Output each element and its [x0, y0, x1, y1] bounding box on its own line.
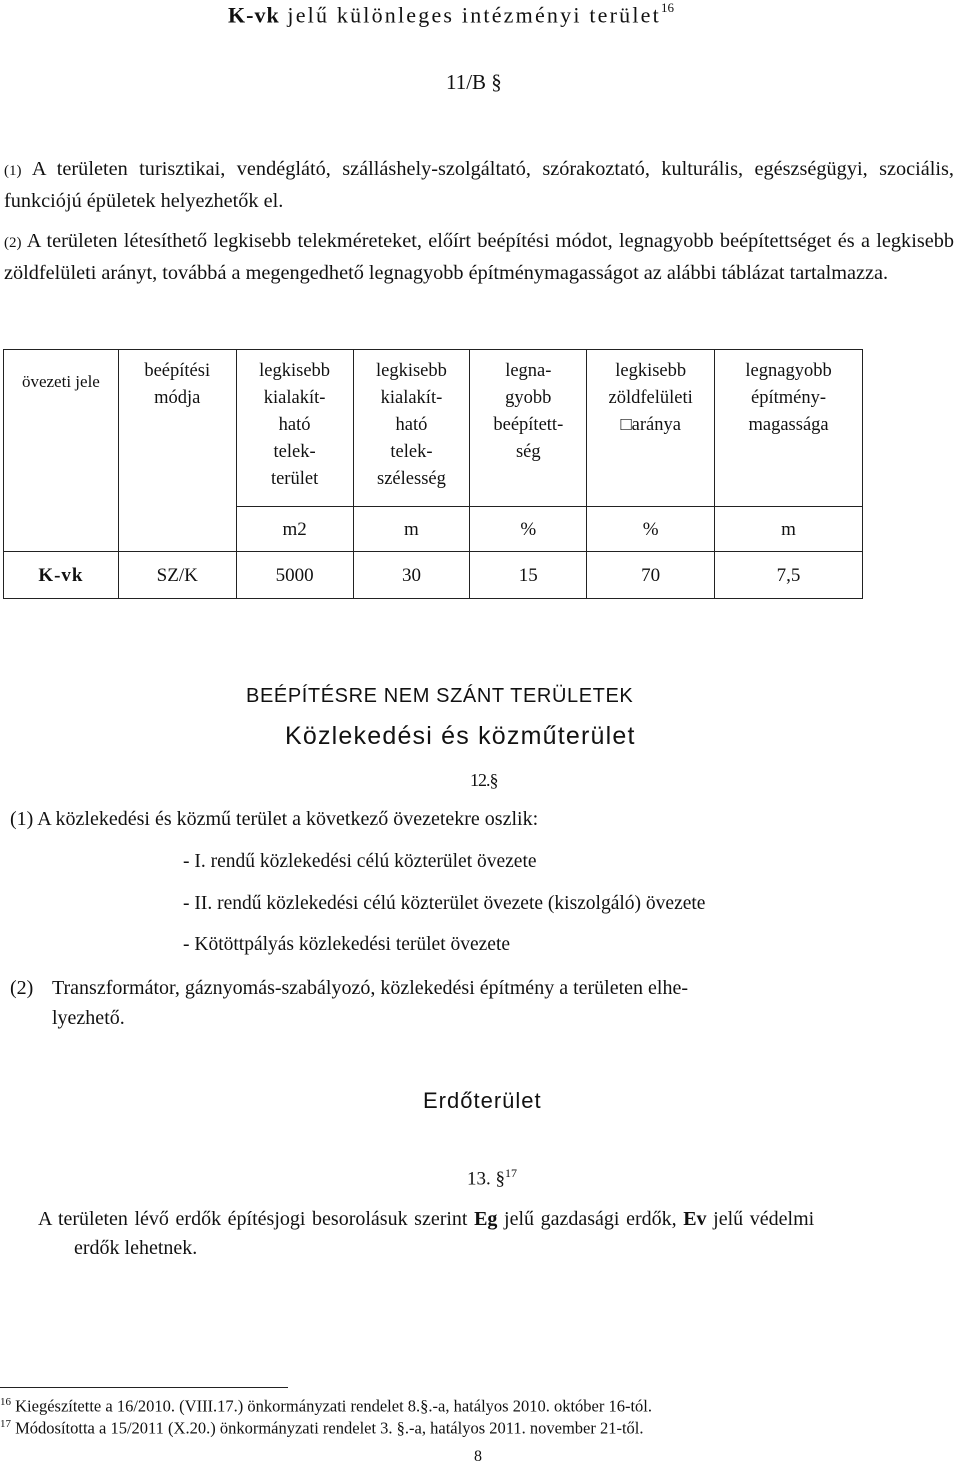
section-heading: Erdőterület [423, 1088, 542, 1113]
paragraph-1-number: (1) [4, 163, 22, 179]
unit-cell: m [353, 507, 470, 552]
section-number: 11/B § [446, 70, 502, 94]
section-number [467, 1166, 517, 1190]
footnote-number: 16 [0, 1396, 11, 1408]
header-line: beépített- [493, 415, 564, 435]
title-code: K-vk [228, 2, 280, 28]
text: A területen lévő erdők építésjogi besorolásuk szerint [38, 1208, 475, 1230]
footnote-rule [0, 1387, 288, 1388]
table-header-row [4, 350, 863, 507]
unit-cell: % [587, 507, 715, 552]
header-line: telek- [390, 442, 433, 462]
section-footnote-ref: 17 [505, 1166, 517, 1180]
header-line: telek- [273, 442, 316, 462]
header-line: ható [395, 415, 428, 435]
erdo-text-line [38, 1208, 814, 1231]
table-cell: 30 [353, 552, 470, 599]
header-cell [118, 350, 236, 552]
header-line: módja [154, 388, 201, 408]
erdo-text-line: erdők lehetnek. [74, 1237, 198, 1259]
header-line: magassága [748, 415, 829, 435]
table-cell: 5000 [236, 552, 353, 599]
table-cell: 7,5 [715, 552, 863, 599]
list-item: - I. rendű közlekedési célú közterület övezete [183, 851, 537, 872]
zone-code: Ev [683, 1208, 707, 1230]
header-cell [715, 350, 863, 507]
header-line: legnagyobb [745, 361, 832, 381]
section-number-text: 13. § [467, 1168, 505, 1190]
paragraph-2-number: (2) [4, 235, 22, 251]
header-line: ható [278, 415, 311, 435]
paragraph-2 [4, 226, 954, 288]
table-cell: 15 [470, 552, 587, 599]
zoning-table [3, 349, 863, 599]
header-zone-code: övezeti jele [21, 372, 100, 391]
footnote [0, 1418, 644, 1439]
header-line: legkisebb [375, 361, 447, 381]
header-line: legna- [505, 361, 552, 381]
text: jelű gazdasági erdők, [497, 1208, 684, 1230]
header-line: terület [270, 469, 319, 489]
header-line: kialakít- [263, 388, 326, 408]
main-heading: BEÉPÍTÉSRE NEM SZÁNT TERÜLETEK [246, 685, 634, 707]
header-cell [470, 350, 587, 507]
unit-cell: m [715, 507, 863, 552]
table-cell: 70 [587, 552, 715, 599]
header-cell [4, 350, 119, 552]
paragraph-2-line: lyezhető. [52, 1007, 125, 1029]
zone-code: Eg [474, 1208, 498, 1230]
header-line: gyobb [505, 388, 552, 408]
paragraph-2-number: (2) [10, 977, 34, 999]
section-number: 12.§ [470, 770, 498, 790]
table-row [4, 552, 863, 599]
unit-cell: % [470, 507, 587, 552]
sub-heading: Közlekedési és közműterület [285, 722, 636, 750]
header-line: legkisebb [615, 361, 687, 381]
unit-cell: m2 [236, 507, 353, 552]
header-cell [353, 350, 470, 507]
header-line: kialakít- [380, 388, 443, 408]
table-cell: SZ/K [118, 552, 236, 599]
zone-code-cell: K-vk [4, 552, 119, 599]
footnote-text: Kiegészítette a 16/2010. (VIII.17.) önkormányzati rendelet 8.§.-a, hatályos 2010. október 16-tól. [15, 1396, 653, 1416]
footnote [0, 1396, 652, 1417]
header-line: □aránya [620, 415, 681, 435]
title-footnote-ref: 16 [660, 0, 674, 15]
footnote-text: Módosította a 15/2011 (X.20.) önkormányzati rendelet 3. §.-a, hatályos 2011. november 21-től. [15, 1418, 644, 1438]
paragraph-2-line: Transzformátor, gáznyomás-szabályozó, közlekedési építmény a területen elhe- [52, 977, 688, 999]
list-item: - Kötöttpályás közlekedési terület övezete [183, 934, 511, 955]
list-item: - II. rendű közlekedési célú közterület övezete (kiszolgáló) övezete [183, 893, 706, 914]
header-line: zöldfelületi [608, 388, 693, 408]
paragraph-1 [4, 154, 954, 216]
header-line: építmény- [751, 388, 827, 408]
paragraph-1: (1) A közlekedési és közmű terület a következő övezetekre oszlik: [10, 808, 539, 830]
header-line: beépítési [144, 361, 211, 381]
paragraph-1-text: A területen turisztikai, vendéglátó, szálláshely-szolgáltató, szórakoztató, kulturális, egészségügyi, szociális, funkciójú épületek helyezhetők el. [4, 158, 955, 212]
text: jelű védelmi [706, 1208, 815, 1230]
header-line: legkisebb [259, 361, 331, 381]
header-cell [587, 350, 715, 507]
header-cell [236, 350, 353, 507]
header-line: ség [515, 442, 541, 462]
paragraph-2-text: A területen létesíthető legkisebb telekméreteket, előírt beépítési módot, legnagyobb beépítettséget és a legkisebb zöldfelületi arányt, továbbá a megengedhető legnagyobb építménymagasságot az alábbi táblázat tartalmazza. [4, 230, 955, 284]
title-text: jelű különleges intézményi terület [279, 2, 661, 28]
footnote-number: 17 [0, 1418, 11, 1430]
page-number: 8 [474, 1448, 482, 1465]
section-title [228, 2, 674, 28]
header-line: szélesség [377, 469, 446, 489]
